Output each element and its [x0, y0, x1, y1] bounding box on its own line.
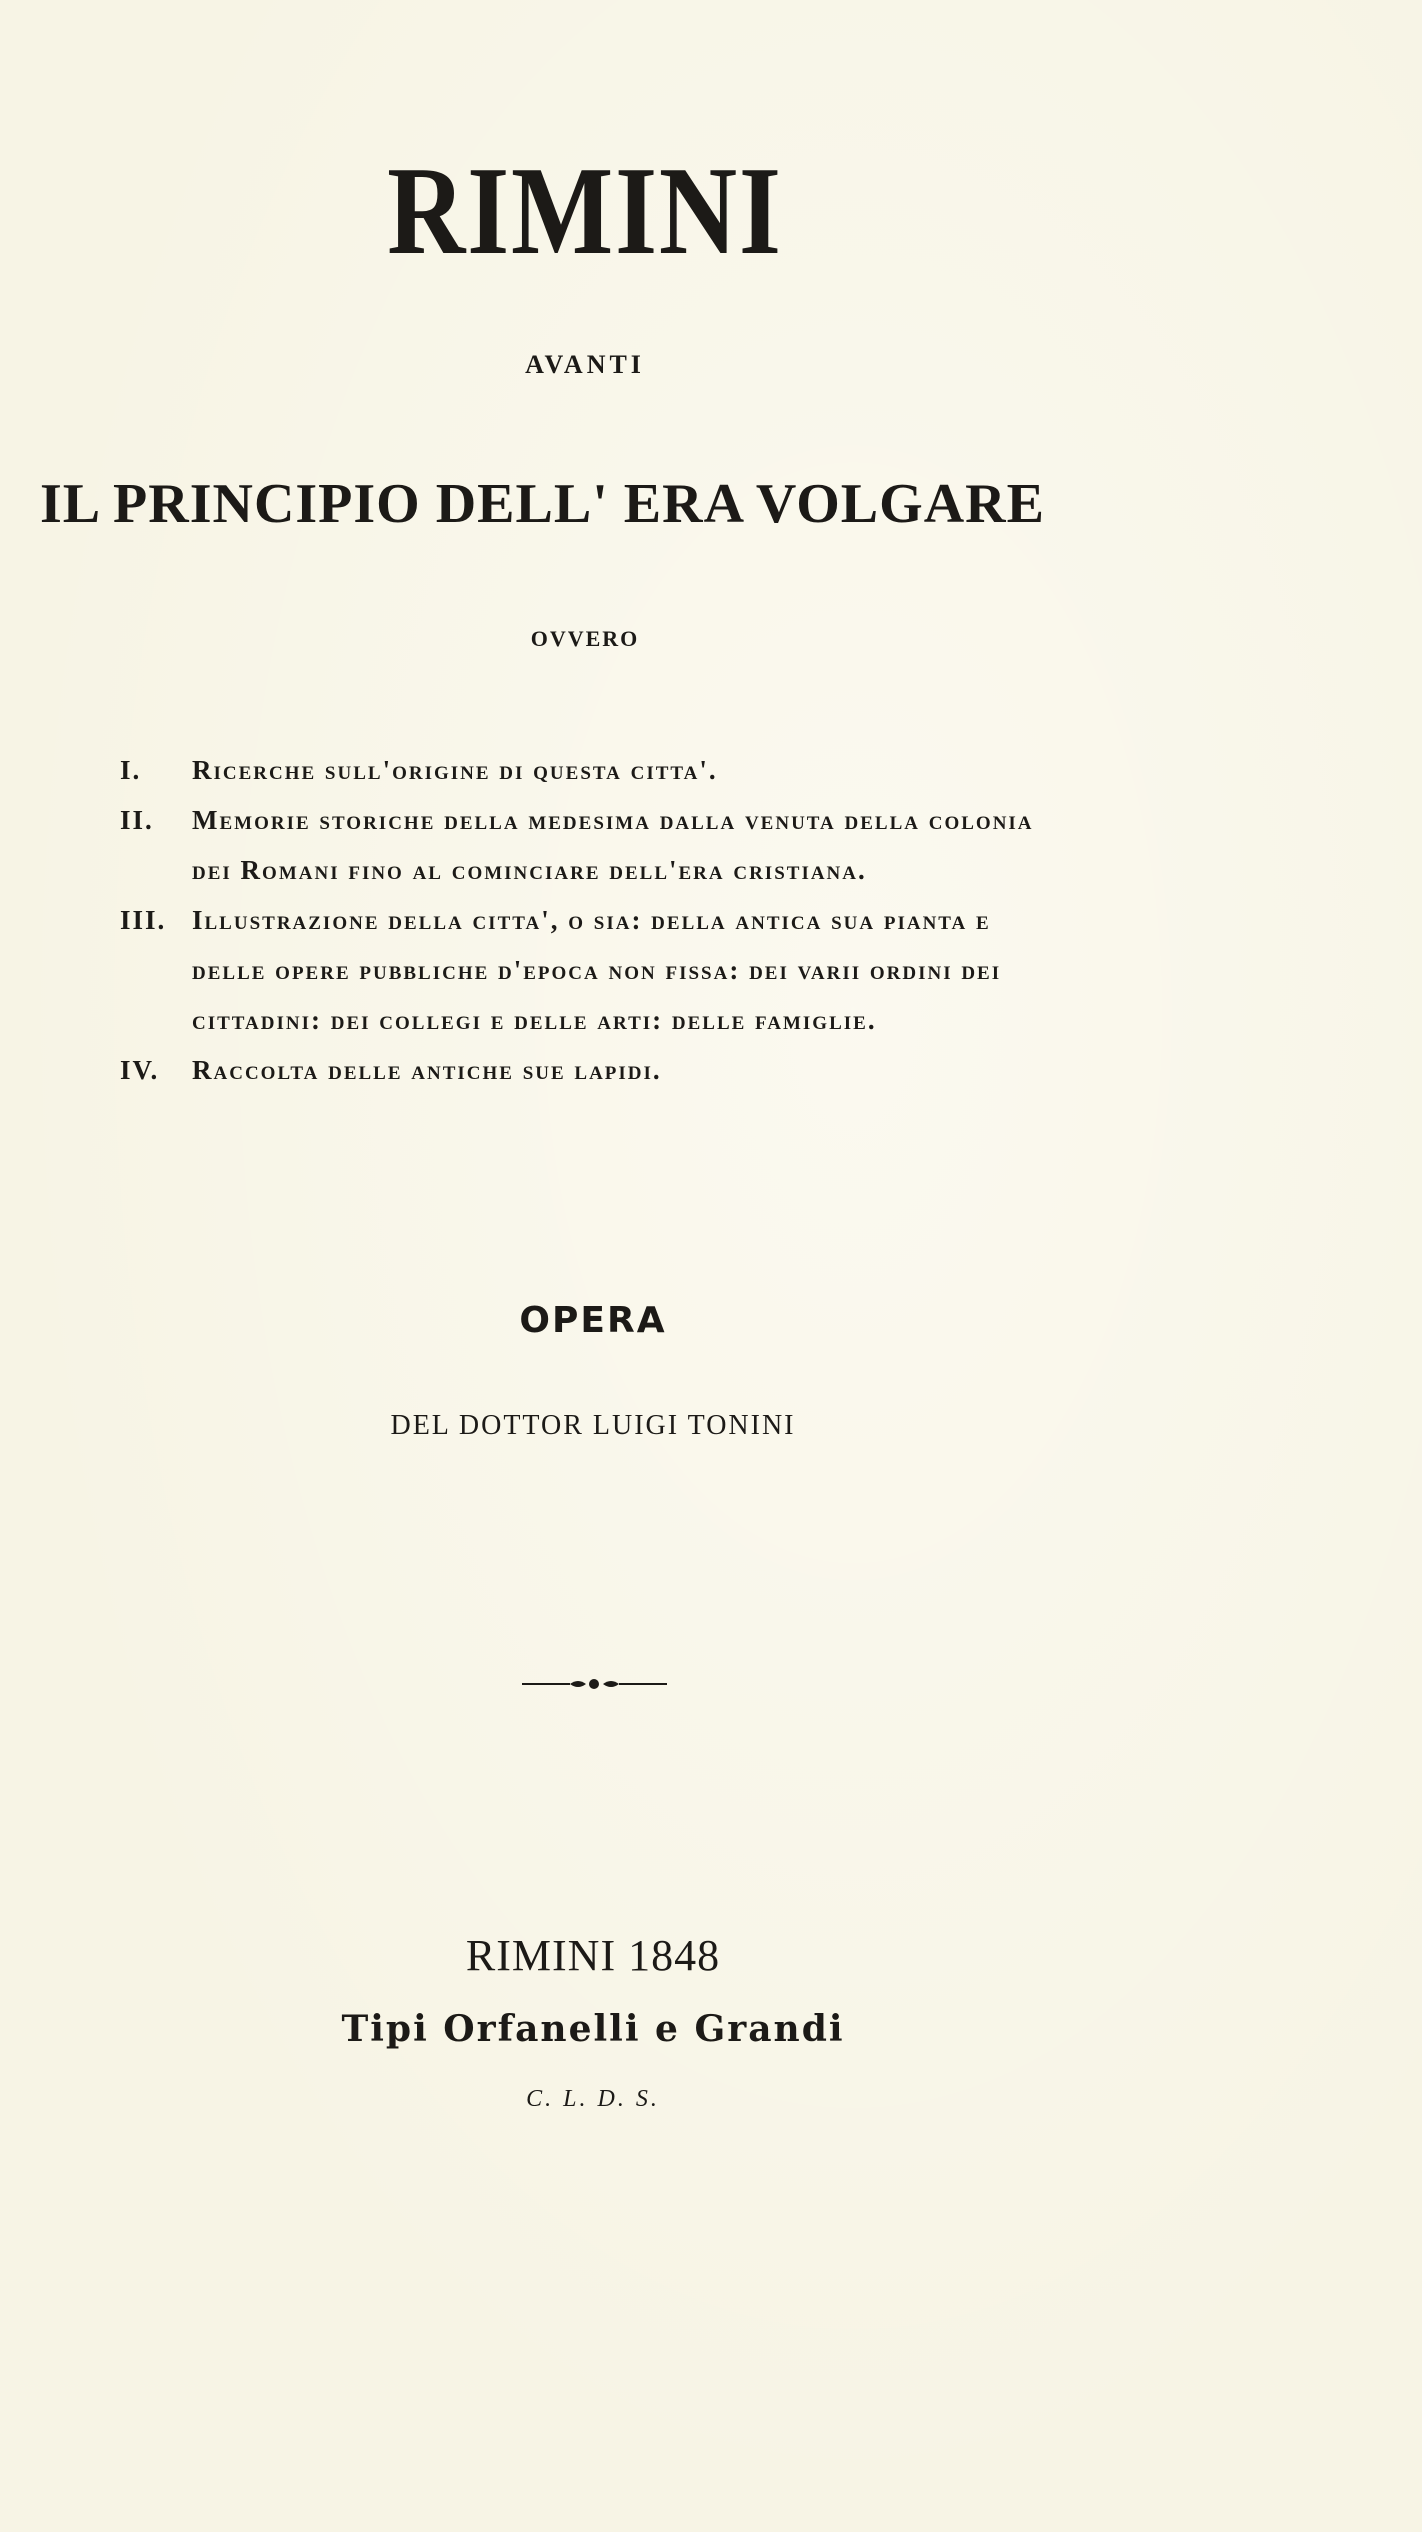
imprint-place-year: RIMINI 1848: [465, 1931, 721, 1980]
contents-item-number: IV.: [120, 1055, 160, 1085]
book-subtitle: IL PRINCIPIO DELL' ERA VOLGARE: [40, 473, 1045, 535]
contents-item-text: Memorie storiche della medesima dalla venuta della colonia dei Romani fino al cominciare dell'era cristiana.: [192, 805, 1034, 885]
contents-item-number: II.: [120, 805, 154, 835]
work-label: OPERA: [519, 1300, 667, 1341]
contents-item: [120, 745, 1060, 795]
author-line: DEL DOTTOR LUIGI TONINI: [390, 1410, 796, 1441]
title-connector: AVANTI: [525, 350, 645, 379]
ornament-divider-icon: [522, 1672, 667, 1696]
imprint-printer: Tipi Orfanelli e Grandi: [341, 2008, 845, 2050]
contents-item-number: III.: [120, 905, 167, 935]
contents-item-text: Ricerche sull'origine di questa citta'.: [192, 755, 718, 785]
book-title: RIMINI: [387, 142, 783, 281]
contents-item-number: I.: [120, 755, 142, 785]
alternative-title-marker: OVVERO: [530, 626, 640, 651]
contents-item-text: Raccolta delle antiche sue lapidi.: [192, 1055, 662, 1085]
imprint-initials: C. L. D. S.: [526, 2086, 660, 2112]
contents-item: [120, 1045, 1060, 1095]
contents-item: [120, 795, 1060, 895]
contents-list: [120, 745, 1060, 1095]
contents-item: [120, 895, 1060, 1045]
contents-item-text: Illustrazione della citta', o sia: della antica sua pianta e delle opere pubbliche d'epoca non fissa: dei varii ordini dei cittadini: dei collegi e delle arti: delle famiglie.: [192, 905, 1002, 1035]
